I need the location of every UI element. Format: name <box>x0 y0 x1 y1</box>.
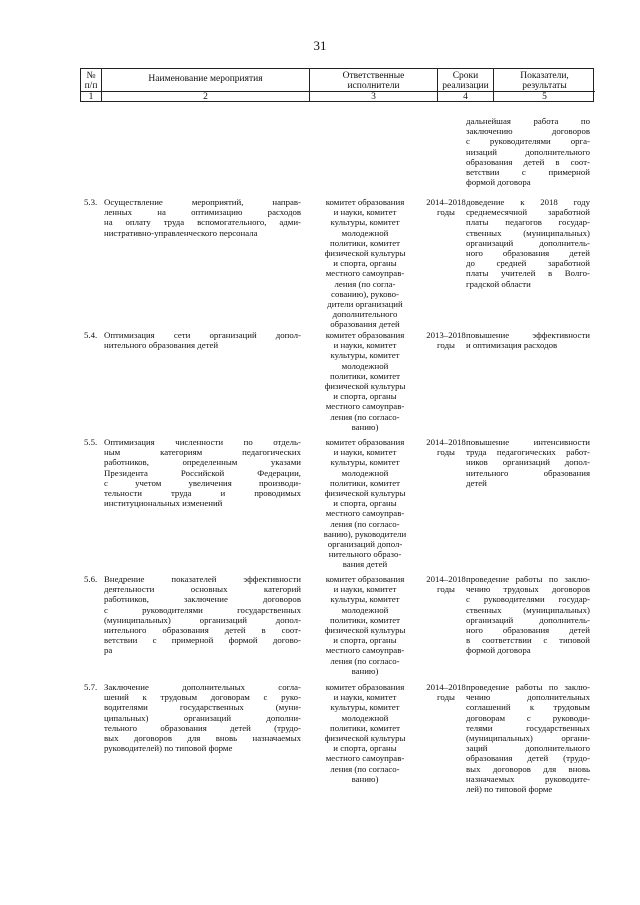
responsible-line: организаций допол- <box>327 539 403 550</box>
activity-name-line: тельного образования детей (трудо- <box>104 722 301 733</box>
continuation-results <box>466 116 590 187</box>
activity-name-line: ципальных) организаций дополни- <box>104 712 301 723</box>
activity-name-line: ным категориям педагогических <box>104 447 301 458</box>
activity-name-line: тельности труда и проводимых <box>104 488 301 499</box>
responsible-line: образования детей <box>330 319 400 330</box>
result-line: среднемесячной заработной <box>466 207 590 218</box>
responsible-line: ванию), руководители <box>323 528 407 539</box>
activity-name-line: Заключение дополнительных согла- <box>104 682 301 692</box>
period-line: 2014–2018 <box>426 682 466 692</box>
activity-name <box>104 437 301 508</box>
header-col-name <box>102 69 310 102</box>
responsible-executors <box>302 574 428 676</box>
responsible-line: дители организаций <box>327 299 403 310</box>
activity-name <box>104 682 301 753</box>
results-indicators <box>466 330 590 350</box>
result-line: повышение эффективности <box>466 330 590 340</box>
result-line: детей <box>466 477 487 488</box>
responsible-line: комитет образования <box>325 330 405 340</box>
period-line: 2014–2018 <box>426 574 466 584</box>
result-line: ственных (муниципальных) <box>466 604 590 615</box>
page-number: 31 <box>313 38 327 53</box>
responsible-line: политики, комитет <box>330 614 400 625</box>
header-col-period <box>438 69 494 102</box>
responsible-line: и спорта, органы <box>333 635 397 646</box>
item-number: 5.5. <box>84 437 98 447</box>
header-col-results-index: 5 <box>494 91 595 103</box>
responsible-line: сованию), руково- <box>331 288 399 299</box>
activity-name-line: деятельности основных категорий <box>104 584 301 595</box>
responsible-line: ления (по согла- <box>334 278 396 289</box>
responsible-line: и науки, комитет <box>333 207 397 218</box>
header-col-number <box>81 69 102 102</box>
result-line: нительного образования <box>466 467 590 478</box>
result-line: с руководителями орга- <box>466 136 590 147</box>
responsible-executors <box>302 437 428 570</box>
responsible-line: молодежной <box>341 227 389 238</box>
responsible-line: и науки, комитет <box>333 340 397 351</box>
result-line: чению дополнительных <box>466 692 590 703</box>
activity-name-line: шений к трудовым договорам с руко- <box>104 692 301 703</box>
responsible-line: физической культуры <box>324 381 406 392</box>
responsible-line: и науки, комитет <box>333 447 397 458</box>
activity-name-line: руководителей) по типовой форме <box>104 743 233 754</box>
result-line: организаций дополнитель- <box>466 614 590 625</box>
responsible-line: ванию) <box>351 773 379 784</box>
responsible-line: политики, комитет <box>330 370 400 381</box>
responsible-line: ванию) <box>351 421 379 432</box>
result-line: платы педагогов государ- <box>466 217 590 228</box>
result-line: формой договора <box>466 645 531 656</box>
activity-name-line: институциональных изменений <box>104 498 223 509</box>
responsible-line: комитет образования <box>325 574 405 584</box>
activity-name-line: вых договоров для вновь назначаемых <box>104 733 301 744</box>
responsible-line: культуры, комитет <box>330 702 400 713</box>
activity-name-line: нительного образования детей в соот- <box>104 625 301 636</box>
header-col-responsible <box>310 69 438 102</box>
responsible-line: молодежной <box>341 712 389 723</box>
result-line: ного образования детей <box>466 248 590 259</box>
responsible-line: и науки, комитет <box>333 584 397 595</box>
header-col-responsible-index: 3 <box>310 91 437 103</box>
result-line: и оптимизация расходов <box>466 340 558 351</box>
responsible-line: и спорта, органы <box>333 743 397 754</box>
responsible-line: и науки, комитет <box>333 692 397 703</box>
header-col-period-index: 4 <box>438 91 493 103</box>
responsible-line: дополнительного <box>332 309 398 320</box>
activity-name-line: (муниципальных) организаций допол- <box>104 614 301 625</box>
responsible-line: культуры, комитет <box>330 217 400 228</box>
header-col-results-title: Показатели, результаты <box>520 71 569 91</box>
result-line: заключению договоров <box>466 126 590 137</box>
responsible-line: физической культуры <box>324 488 406 499</box>
responsible-line: и спорта, органы <box>333 391 397 402</box>
responsible-line: культуры, комитет <box>330 594 400 605</box>
responsible-line: политики, комитет <box>330 722 400 733</box>
activity-name-line: нистративно-управленческого персонала <box>104 227 258 238</box>
result-line: организаций дополнитель- <box>466 237 590 248</box>
result-line: доведение к 2018 году <box>466 197 590 207</box>
header-col-period-title: Сроки реализации <box>442 71 489 91</box>
responsible-executors <box>302 197 428 330</box>
responsible-line: комитет образования <box>325 197 405 207</box>
result-line: до средней заработной <box>466 258 590 269</box>
responsible-line: политики, комитет <box>330 477 400 488</box>
responsible-executors <box>302 682 428 784</box>
result-line: повышение интенсивности <box>466 437 590 447</box>
responsible-line: местного самоуправ- <box>325 753 405 764</box>
period-line: годы <box>437 584 455 595</box>
result-line: вых договоров для вновь <box>466 763 590 774</box>
responsible-line: ления (по согласо- <box>330 411 400 422</box>
activity-name-line: с руководителями государственных <box>104 604 301 615</box>
result-line: с руководителями государ- <box>466 594 590 605</box>
header-col-number-index: 1 <box>81 91 101 103</box>
result-line: телями государственных <box>466 722 590 733</box>
activity-name-line: Оптимизация сети организаций допол- <box>104 330 301 340</box>
activity-name-line: Оптимизация численности по отдель- <box>104 437 301 447</box>
activity-name-line: Осуществление мероприятий, направ- <box>104 197 301 207</box>
result-line: формой договора <box>466 177 531 188</box>
result-line: проведение работы по заклю- <box>466 574 590 584</box>
activity-name-line: работников, определенным указами <box>104 457 301 468</box>
result-line: ветствии с примерной <box>466 167 590 178</box>
activity-name <box>104 330 301 350</box>
responsible-line: политики, комитет <box>330 237 400 248</box>
result-line: образования детей в соот- <box>466 156 590 167</box>
header-col-number-title: № п/п <box>84 71 98 91</box>
responsible-line: местного самоуправ- <box>325 401 405 412</box>
activity-name-line: работников, заключение договоров <box>104 594 301 605</box>
item-number: 5.4. <box>84 330 98 340</box>
result-line: платы учителей в Волго- <box>466 268 590 279</box>
activity-name-line: ра <box>104 645 113 656</box>
item-number: 5.7. <box>84 682 98 692</box>
responsible-line: вания детей <box>342 559 388 570</box>
result-line: назначаемых руководите- <box>466 773 590 784</box>
responsible-line: местного самоуправ- <box>325 508 405 519</box>
responsible-line: физической культуры <box>324 248 406 259</box>
responsible-line: физической культуры <box>324 625 406 636</box>
activity-name-line: ленных на оптимизацию расходов <box>104 207 301 218</box>
result-line: соглашений к трудовым <box>466 702 590 713</box>
period-line: 2013–2018 <box>426 330 466 340</box>
results-indicators <box>466 682 590 794</box>
responsible-executors <box>302 330 428 432</box>
period-line: годы <box>437 207 455 218</box>
result-line: низаций дополнительного <box>466 146 590 157</box>
responsible-line: ления (по согласо- <box>330 655 400 666</box>
responsible-line: и спорта, органы <box>333 258 397 269</box>
result-line: лей) по типовой форме <box>466 784 553 795</box>
result-line: проведение работы по заклю- <box>466 682 590 692</box>
period-line: годы <box>437 447 455 458</box>
responsible-line: молодежной <box>341 604 389 615</box>
item-number: 5.6. <box>84 574 98 584</box>
result-line: ников организаций допол- <box>466 457 590 468</box>
period-line: 2014–2018 <box>426 437 466 447</box>
activity-name <box>104 197 301 238</box>
result-line: труда педагогических работ- <box>466 447 590 458</box>
item-number: 5.3. <box>84 197 98 207</box>
responsible-line: культуры, комитет <box>330 457 400 468</box>
result-line: ного образования детей <box>466 625 590 636</box>
header-col-responsible-title: Ответственные исполнители <box>342 71 405 91</box>
responsible-line: местного самоуправ- <box>325 645 405 656</box>
responsible-line: культуры, комитет <box>330 350 400 361</box>
results-indicators <box>466 197 590 289</box>
activity-name-line: нительного образования детей <box>104 340 219 351</box>
responsible-line: нительного образо- <box>328 549 402 560</box>
responsible-line: местного самоуправ- <box>325 268 405 279</box>
result-line: договорам с руководи- <box>466 712 590 723</box>
responsible-line: ванию) <box>351 665 379 676</box>
activity-name-line: Внедрение показателей эффективности <box>104 574 301 584</box>
result-line: (муниципальных) органи- <box>466 733 590 744</box>
activity-name <box>104 574 301 656</box>
result-line: заций дополнительного <box>466 743 590 754</box>
responsible-line: ления (по согласо- <box>330 763 400 774</box>
period-line: годы <box>437 692 455 703</box>
period-line: 2014–2018 <box>426 197 466 207</box>
responsible-line: молодежной <box>341 360 389 371</box>
results-indicators <box>466 574 590 656</box>
activity-name-line: Президента Российской Федерации, <box>104 467 301 478</box>
activity-name-line: водителями государственных (муни- <box>104 702 301 713</box>
period-line: годы <box>437 340 455 351</box>
result-line: ственных (муниципальных) <box>466 227 590 238</box>
responsible-line: и спорта, органы <box>333 498 397 509</box>
header-col-name-title: Наименование мероприятия <box>148 74 263 84</box>
responsible-line: комитет образования <box>325 682 405 692</box>
responsible-line: комитет образования <box>325 437 405 447</box>
activity-name-line: ветствии с примерной формой догово- <box>104 635 301 646</box>
activity-name-line: с учетом увеличения производи- <box>104 477 301 488</box>
header-col-results <box>494 69 595 102</box>
table-header <box>80 68 594 102</box>
result-line: дальнейшая работа по <box>466 116 590 126</box>
responsible-line: физической культуры <box>324 733 406 744</box>
activity-name-line: на оплату труда вспомогательного, адми- <box>104 217 301 228</box>
result-line: в соответствии с типовой <box>466 635 590 646</box>
result-line: градской области <box>466 278 531 289</box>
responsible-line: ления (по согласо- <box>330 518 400 529</box>
result-line: чению трудовых договоров <box>466 584 590 595</box>
header-col-name-index: 2 <box>102 91 309 103</box>
results-indicators <box>466 437 590 488</box>
result-line: образования детей (трудо- <box>466 753 590 764</box>
responsible-line: молодежной <box>341 467 389 478</box>
